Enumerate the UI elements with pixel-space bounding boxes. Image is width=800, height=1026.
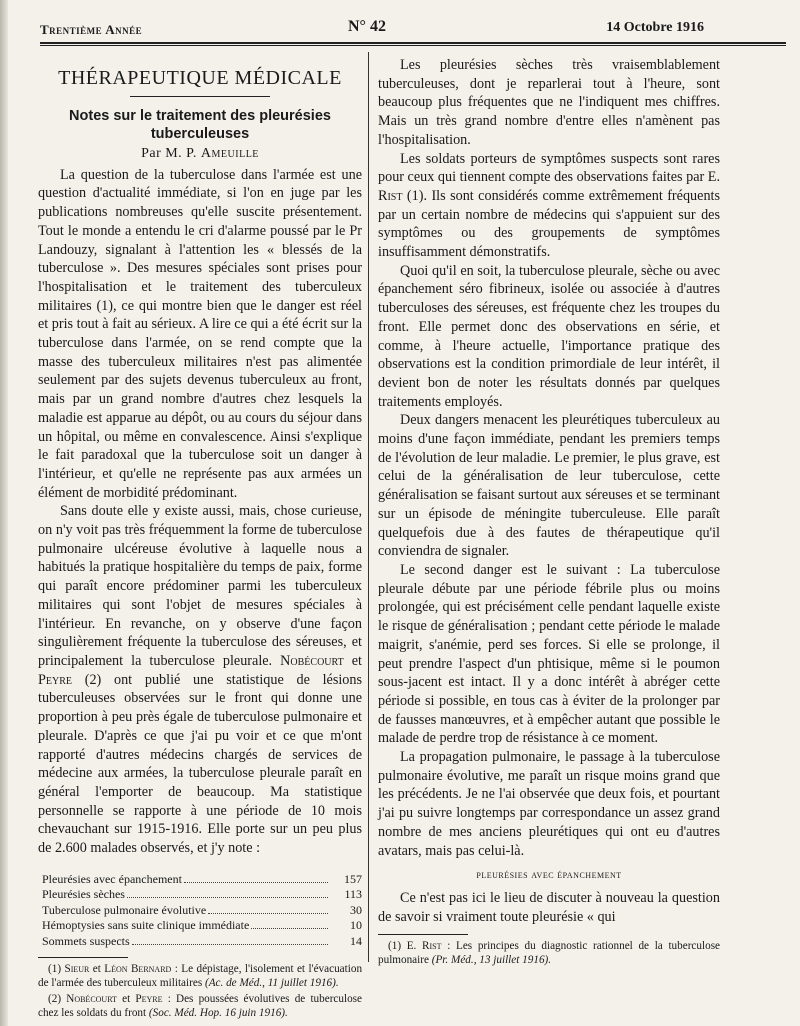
stat-label: Pleurésies avec épanchement	[42, 871, 182, 886]
right-column	[378, 56, 720, 967]
paragraph-1: La question de la tuberculose dans l'armée est une question d'actualité immédiate, si l'on en juge par les publications nombreuses qu'elle suscite présentement. Tout le monde a entendu le cri d'alarme poussé par le Pr Landouzy, signalant à l'attention les « blessés de la tuberculose ». Des mesures spéciales sont prises pour l'hospitalisation et le traitement des tuberculeux militaires (1), ce qui montre bien que le danger est réel et pris tout à fait au sérieux. A lire ce qui a été écrit sur la tuberculose dans l'armée, on se rend compte que la masse des tuberculeux militaires n'est pas alimentée seulement par des sujets devenus tuberculeux au front, mais par un grand nombre d'autres chez lesquels la maladie est apparue au dépôt, ou au cours du séjour dans un hôpital, ou même en convalescence. Ainsi s'explique le fait paradoxal que la tuberculose soit un danger à l'intérieur, et qu'elle ne représente pas aux armées un élément de morbidité prédominant.	[38, 166, 362, 501]
binding-edge	[0, 0, 8, 1026]
paragraph-2-text-b: (2) ont publié une statistique de lésions tuberculeuses observées sur le front qui donne une proportion à peu près égale de tuberculose pulmonaire et pleurale. D'après ce que j'ai pu voir et ce que m'ont rapporté d'autres médecins chargés de services de médecine aux armées, la tuberculose pleurale paraît en général l'emporter de beaucoup. Ma statistique personnelle se rapporte à une période de 10 mois chevauchant sur 1915-1916. Elle porte sur un peu plus de 2.600 malades observés, et j'y note :	[38, 671, 363, 857]
footnote-rule	[38, 957, 128, 958]
stat-label: Hémoptysies sans suite clinique immédiate	[42, 918, 250, 933]
column-divider	[368, 52, 369, 962]
paragraph-2	[38, 502, 362, 857]
title-rule	[130, 96, 270, 97]
paragraph-2-author-2: Peyre	[38, 671, 72, 688]
page-header	[40, 18, 704, 40]
paragraph-r5: Le second danger est le suivant : La tuberculose pleurale débute par une période fébrile plus ou moins prolongée, qui est précisément celle pendant laquelle existe le risque de généralisation ; pendant cette période le malade maigrit, s'anémie, perd ses forces. Si elle se prolonge, il peut prendre l'aspect d'un phtisique, même si le poumon sous-jacent est intact. Il y a donc intérêt à abréger cette période si possible, en tous cas à éviter de la prolonger par de fausses manœuvres, et à empêcher autant que possible le malade de perdre trop de résistance à ce moment.	[378, 561, 720, 747]
subheading-pleuresies: pleurésies avec épanchement	[476, 869, 622, 882]
statistics-list	[42, 872, 362, 950]
header-date: 14 Octobre 1916	[606, 20, 704, 35]
stat-value: 157	[344, 871, 362, 886]
left-footnotes	[38, 962, 362, 1020]
paragraph-2-author-1: Nobécourt	[280, 652, 344, 669]
stat-row	[42, 887, 362, 903]
paragraph-r1: Les pleurésies sèches très vraisemblablement tuberculeuses, dont je reparlerai tout à l'heure, sont beaucoup plus fréquentes que ne l'indiquent mes chiffres. Mais un très grand nombre d'entre elles n'amènent pas l'hospitalisation.	[378, 57, 720, 148]
paragraph-r3: Quoi qu'il en soit, la tuberculose pleurale, sèche ou avec épanchement séro fibrineux, isolée ou associée à d'autres tuberculoses des séreuses, est fréquente chez les troupes du front. Elle permet donc des observations en série, et comme, à l'heure actuelle, l'importance pratique des observations est la condition primordiale de leur intérêt, il devient bon de noter les résultats donnés par quelques traitements employés.	[378, 262, 720, 410]
paragraph-2-and: et	[351, 652, 362, 669]
left-column	[38, 56, 362, 1022]
paragraph-r7: Ce n'est pas ici le lieu de discuter à nouveau la question de savoir si vraiment toute pleurésie « qui	[378, 889, 720, 925]
stat-label: Tuberculose pulmonaire évolutive	[42, 902, 207, 917]
stat-value: 14	[350, 933, 362, 948]
stat-value: 30	[350, 902, 362, 917]
byline	[38, 145, 362, 164]
stat-label: Pleurésies sèches	[42, 887, 125, 902]
stat-row	[42, 872, 362, 888]
paragraph-r6: La propagation pulmonaire, le passage à la tuberculose pulmonaire évolutive, me paraît un risque moins grand que les précédents. Je ne l'ai observée que deux fois, et pourtant j'ai pu suivre longtemps par correspondance un assez grand nombre de mes anciens pleurétiques qui ont eu d'autres avatars, mais pas celui-là.	[378, 749, 720, 859]
section-title: THÉRAPEUTIQUE MÉDICALE	[58, 67, 342, 89]
stat-row	[42, 903, 362, 919]
footnote-1: (1) Sieur et Léon Bernard : Le dépistage, l'isolement et l'évacuation de l'armée des tuberculeux militaires (Ac. de Méd., 11 juillet 1916).	[38, 963, 363, 990]
header-volume: Trentième Année	[40, 22, 143, 37]
paragraph-r2-author: Rist	[378, 187, 403, 204]
header-issue-number: N° 42	[348, 18, 386, 35]
paragraph-r2: Les soldats porteurs de symptômes suspects sont rares pour ceux qui tiennent compte des observations faites par E. Rist (1). Ils sont considérés comme extrêmement fréquents par un certain nombre de médecins qui s'appuient sur des symptômes ou des groupements de symptômes insuffisamment démonstratifs.	[378, 150, 720, 261]
footnote-rule-right	[378, 934, 468, 935]
paragraph-2-text-a: Sans doute elle y existe aussi, mais, chose curieuse, on n'y voit pas très fréquemment la forme de tuberculose pulmonaire ulcéreuse évolutive à laquelle nous a habitués la pratique hospitalière du temps de paix, forme qui paraît encore prédominer parmi les tuberculeux militaires qui sont l'objet de mesures spéciales à l'intérieur. En revanche, on y observe d'une façon singulièrement fréquente la tuberculose des séreuses, et principalement la tuberculose pleurale.	[38, 503, 362, 669]
paragraph-r4: Deux dangers menacent les pleurétiques tuberculeux au moins d'une façon immédiate, pendant les premiers temps de l'évolution de leur maladie. Le premier, le plus grave, est celui de la généralisation de leur tuberculose, cette généralisation se faisant surtout aux séreuses et se terminant sur un épisode de méningite tuberculeuse. Elle paraît quelquefois due à des fautes de thérapeutique qu'il conviendra de signaler.	[378, 412, 720, 560]
article-title: Notes sur le traitement des pleurésies tuberculeuses	[69, 108, 331, 142]
stat-label: Sommets suspects	[42, 933, 130, 948]
header-rule	[40, 42, 786, 46]
stat-value: 10	[350, 918, 362, 933]
byline-prefix: Par M. P.	[141, 146, 197, 161]
stat-row	[42, 934, 362, 950]
byline-author: Ameuille	[200, 146, 259, 161]
stat-value: 113	[344, 887, 362, 902]
stat-row	[42, 918, 362, 934]
right-footnote-1: (1) E. Rist : Les principes du diagnostic rationnel de la tuberculose pulmonaire (Pr. Méd., 13 juillet 1916).	[378, 940, 721, 967]
footnote-2: (2) Nobécourt et Peyre : Des poussées évolutives de tuberculose chez les soldats du front (Soc. Méd. Hop. 16 juin 1916).	[38, 993, 363, 1020]
